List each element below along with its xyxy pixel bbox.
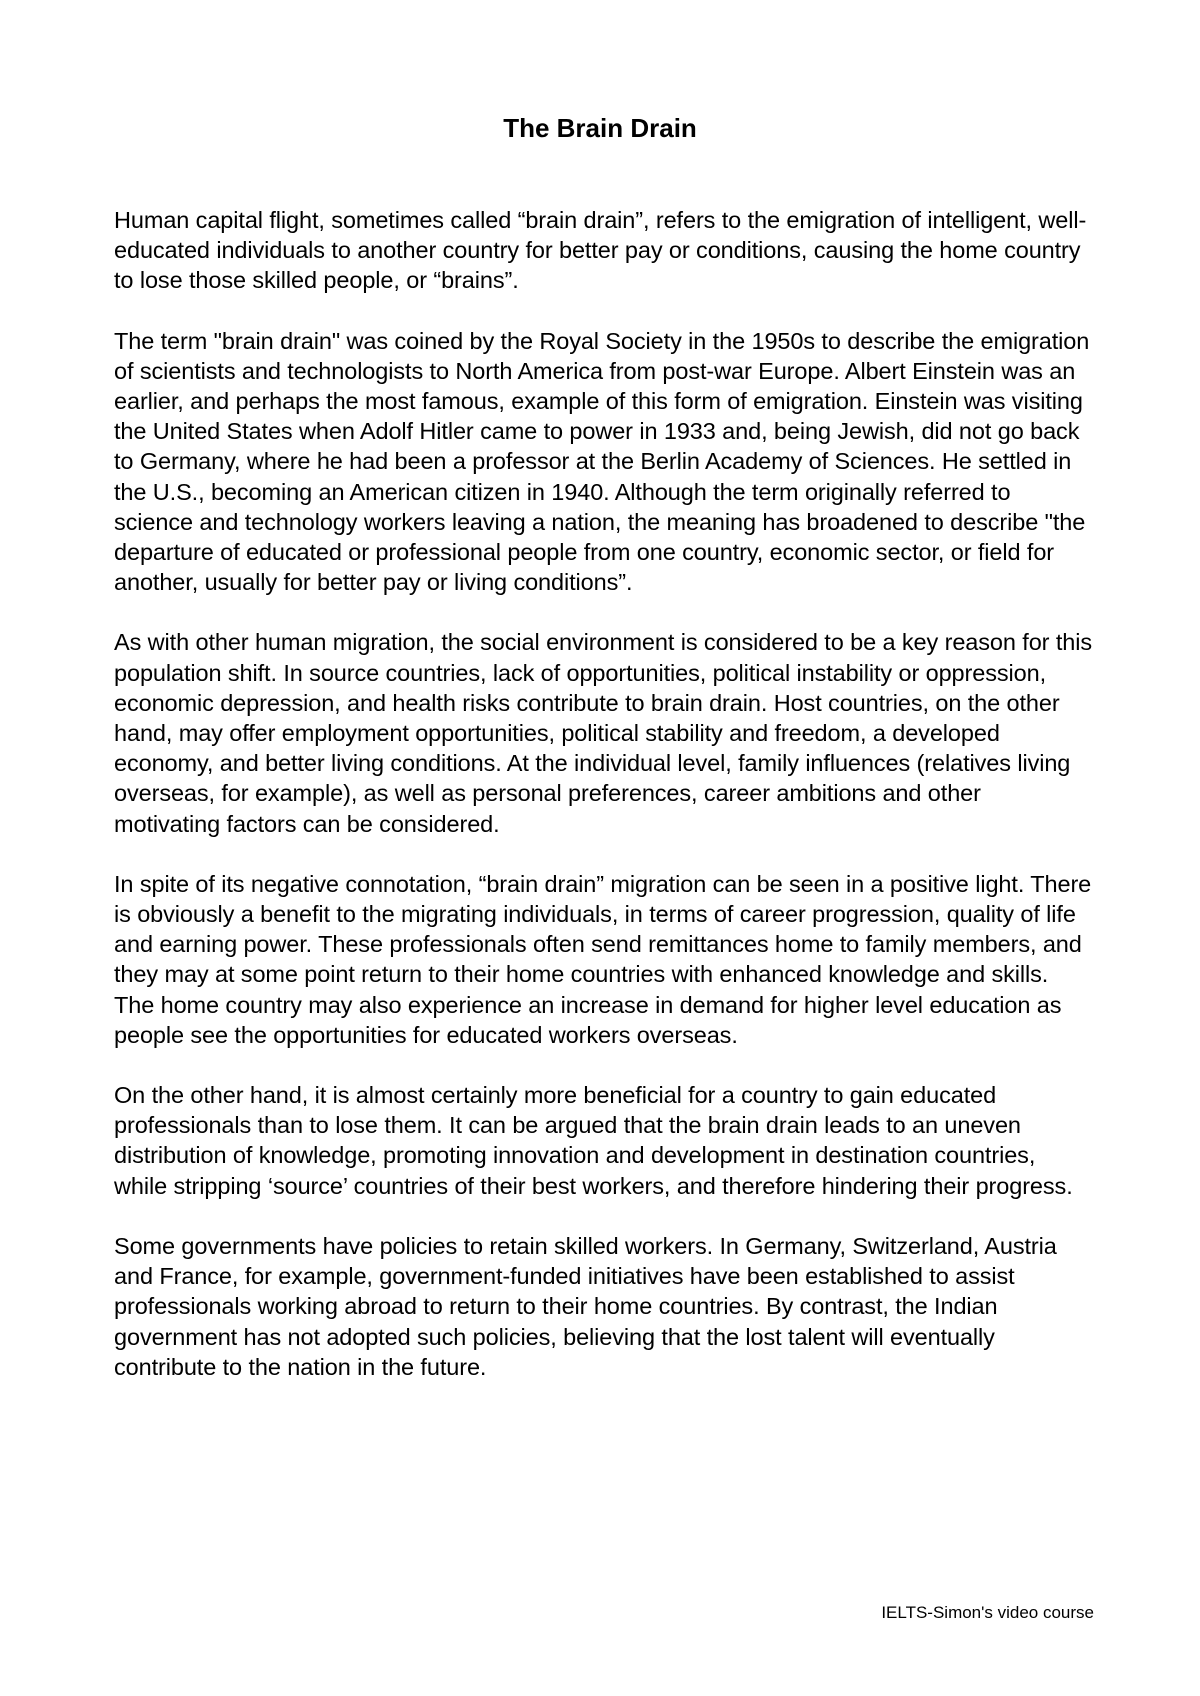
paragraph-causes: As with other human migration, the social environment is considered to be a key reason for this population shift. In source countries, lack of opportunities, political instability or oppression, economic depression, and health risks contribute to brain drain. Host countries, on the other hand, may offer employment opportunities, political stability and freedom, a developed economy, and better living conditions. At the individual level, family influences (relatives living overseas, for example), as well as personal preferences, career ambitions and other motivating factors can be considered. — [114, 629, 1093, 837]
paragraph-benefits: In spite of its negative connotation, “brain drain” migration can be seen in a positive light. There is obviously a benefit to the migrating individuals, in terms of career progression, quality of life and earning power. These professionals often send remittances home to family members, and they may at some point return to their home countries with enhanced knowledge and skills. The home country may also experience an increase in demand for higher level education as people see the opportunities for educated workers overseas. — [114, 870, 1092, 1048]
document-body — [114, 205, 1092, 1412]
paragraph-policies: Some governments have policies to retain skilled workers. In Germany, Switzerland, Austria and France, for example, government-funded initiatives have been established to assist professionals working abroad to return to their home countries. By contrast, the Indian government has not adopted such policies, believing that the lost talent will eventually contribute to the nation in the future. — [114, 1232, 1057, 1380]
paragraph-intro: Human capital flight, sometimes called “brain drain”, refers to the emigration of intelligent, well-educated individuals to another country for better pay or conditions, causing the home country to lose those skilled people, or “brains”. — [114, 207, 1087, 294]
paragraph-history: The term "brain drain" was coined by the Royal Society in the 1950s to describe the emigration of scientists and technologists to North America from post-war Europe. Albert Einstein was an earlier, and perhaps the most famous, example of this form of emigration. Einstein was visiting the United States when Adolf Hitler came to power in 1933 and, being Jewish, did not go back to Germany, where he had been a professor at the Berlin Academy of Sciences. He settled in the U.S., becoming an American citizen in 1940. Although the term originally referred to science and technology workers leaving a nation, the meaning has broadened to describe "the departure of educated or professional people from one country, economic sector, or field for another, usually for better pay or living conditions”. — [114, 327, 1090, 596]
document-title: The Brain Drain — [503, 113, 697, 143]
page-footer: IELTS-Simon's video course — [881, 1603, 1094, 1622]
paragraph-drawbacks: On the other hand, it is almost certainly more beneficial for a country to gain educated professionals than to lose them. It can be argued that the brain drain leads to an uneven distribution of knowledge, promoting innovation and development in destination countries, while stripping ‘source’ countries of their best workers, and therefore hindering their progress. — [114, 1082, 1073, 1199]
